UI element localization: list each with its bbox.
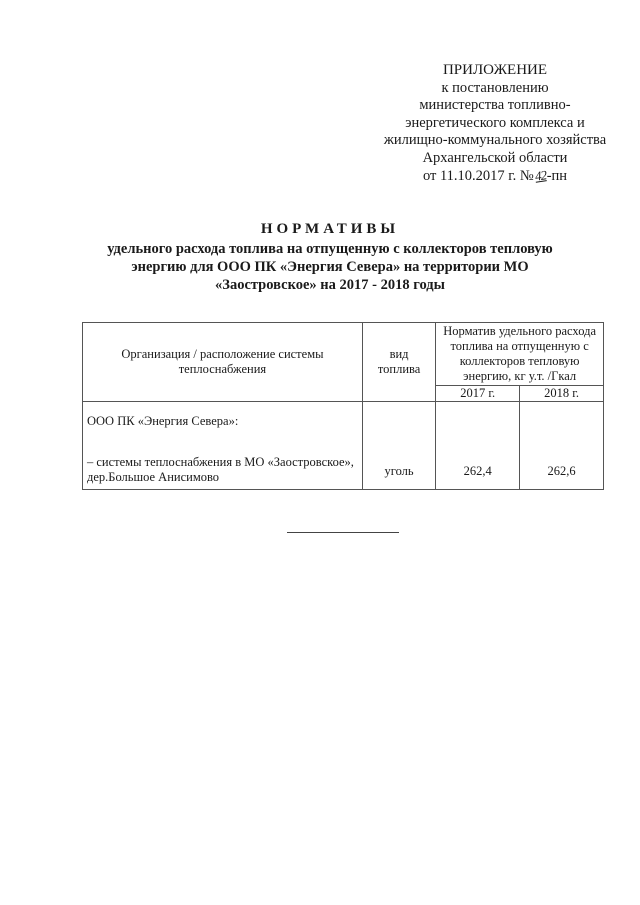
title-main: НОРМАТИВЫ: [260, 221, 400, 237]
appendix-date-line: [360, 167, 630, 186]
header-organization: Организация / расположение системы теплоснабжения: [83, 323, 363, 402]
organization-cell: [83, 402, 363, 490]
fuel-type-cell: уголь: [362, 402, 435, 490]
header-norm: Норматив удельного расхода топлива на отпущенную с коллекторов тепловую энергию, кг у.т. /Гкал: [436, 323, 604, 386]
norms-table: [82, 322, 604, 490]
appendix-block: [360, 62, 630, 186]
header-year-2018: 2018 г.: [520, 385, 604, 401]
title-line-2: энергию для ООО ПК «Энергия Севера» на территории МО: [131, 259, 529, 275]
title-line-1: удельного расхода топлива на отпущенную с коллекторов тепловую: [107, 241, 553, 257]
appendix-heading: ПРИЛОЖЕНИЕ: [442, 62, 548, 78]
appendix-date-prefix: от 11.10.2017 г. №: [422, 168, 534, 184]
table-header-row: [83, 323, 604, 386]
appendix-number-suffix: -пн: [546, 168, 568, 184]
organization-name: ООО ПК «Энергия Севера»:: [87, 414, 239, 428]
heating-system-location: – системы теплоснабжения в МО «Заостровское», дер.Большое Анисимово: [87, 455, 354, 484]
appendix-line-1: к постановлению: [441, 79, 549, 96]
table-row: [83, 402, 604, 490]
appendix-line-2: министерства топливно-: [419, 97, 571, 113]
header-year-2017: 2017 г.: [436, 385, 520, 401]
title-line-3: «Заостровское» на 2017 - 2018 годы: [215, 277, 445, 293]
handwritten-number: 42: [533, 167, 547, 184]
header-fuel-type: вид топлива: [362, 323, 435, 402]
document-title: [60, 220, 600, 294]
value-2018-cell: 262,6: [520, 402, 604, 490]
appendix-line-5: Архангельской области: [422, 149, 568, 166]
appendix-line-4: жилищно-коммунального хозяйства: [383, 132, 607, 148]
end-divider: [287, 532, 399, 533]
appendix-line-3: энергетического комплекса и: [405, 114, 585, 131]
value-2017-cell: 262,4: [436, 402, 520, 490]
